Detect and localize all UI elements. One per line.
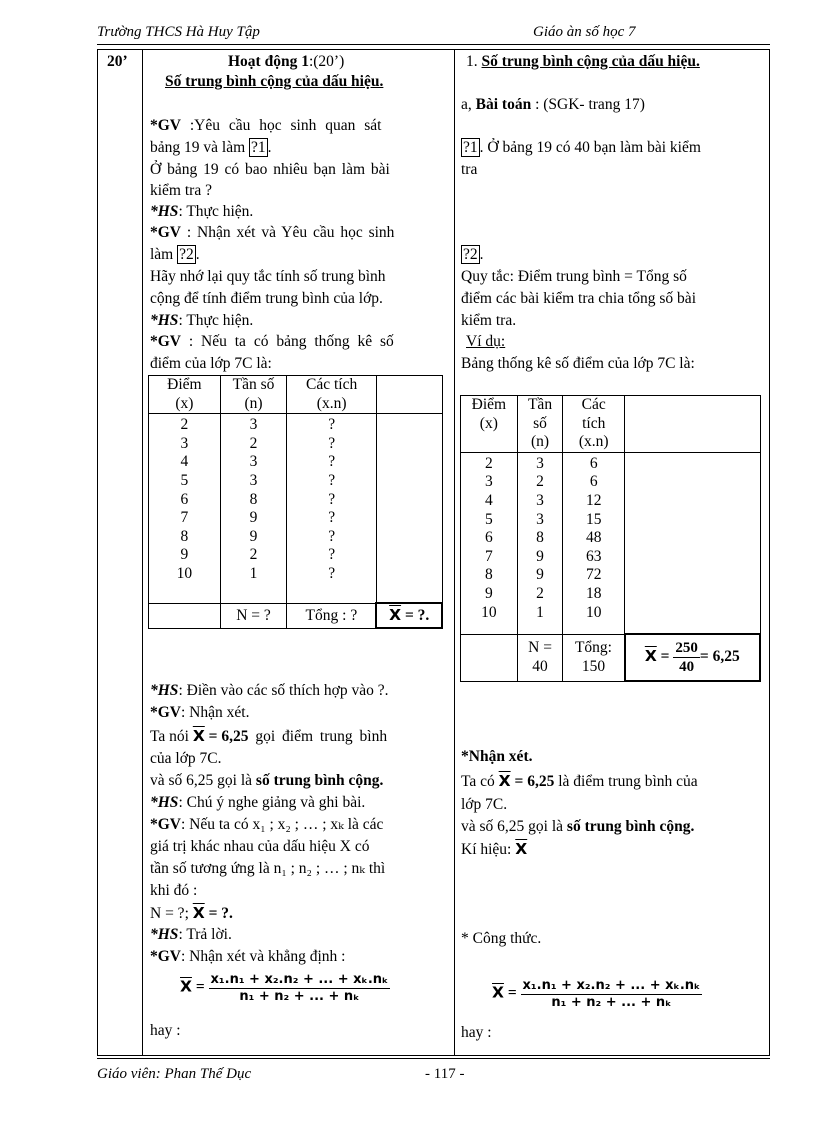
gv-line-5: *GV : Nếu ta có bảng thống kê số <box>150 333 394 350</box>
gv-line-8: *GV: Nếu ta có x₁ ; x₂ ; … ; xₖ là các <box>150 816 384 833</box>
right-frequency-table: Điểm (x) Tần số (n) Các tích (x.n) 2 3 4 5 6 7 8 9 10 3 2 3 3 8 9 9 2 1 6 6 12 15 48 63 72 18 10 N = 40 Tổng: 150 $\overline{X}$ = $\frac{250}{40}$ = 6,25 <box>460 395 761 682</box>
left-hay: hay : <box>150 1022 181 1039</box>
gv-line-7: *GV: Nhận xét. <box>150 704 250 721</box>
right-formula: $\overline{X}$ = $\frac{\text{x₁.n₁ + x₂.n₂ + ... + xₖ.nₖ}}{\text{n₁ + n₂ + ... + nₖ}}$ <box>492 978 701 1010</box>
remark-line-1: Ta có $\overline{X} = 6,25$ là điểm trung bình của <box>461 772 698 790</box>
formula-title: * Công thức. <box>461 930 542 947</box>
ask-line-2: kiểm tra ? <box>150 182 212 199</box>
formula-xbar: $\overline{X}$ <box>180 977 192 996</box>
column-divider-1 <box>142 49 143 1056</box>
hs-line-1: *HS: Thực hiện. <box>150 203 254 220</box>
ask-line-1: Ở bảng 19 có bao nhiêu bạn làm bài <box>150 161 390 178</box>
symbol-line: Kí hiệu: $\overline{X}$ <box>461 840 528 858</box>
say-line-3: và số 6,25 gọi là số trung bình cộng. <box>150 772 384 789</box>
header-doc: Giáo àn số học 7 <box>533 24 636 40</box>
gv-line-1: *GV :Yêu cầu học sinh quan sát <box>150 117 382 134</box>
header-school: Trường THCS Hà Huy Tập <box>97 24 260 40</box>
n-question: N = ?; $\overline{X}$ = ?. <box>150 904 233 922</box>
rule-line-2: cộng để tính điểm trung bình của lớp. <box>150 290 383 307</box>
q1-answer: ?1 . Ở bảng 19 có 40 bạn làm bài kiểm <box>463 139 701 156</box>
remark-line-3: và số 6,25 gọi là số trung bình cộng. <box>461 818 695 835</box>
gv-line-11: khi đó : <box>150 882 198 899</box>
gv-line-3: *GV : Nhận xét và Yêu cầu học sinh <box>150 224 395 241</box>
gv-line-10: tần số tương ứng là n₁ ; n₂ ; … ; nₖ thì <box>150 860 386 877</box>
gv-line-9: giá trị khác nhau của dấu hiệu X có <box>150 838 370 855</box>
header-rule <box>97 44 770 45</box>
say-line-2: của lớp 7C. <box>150 750 222 767</box>
column-divider-2 <box>454 49 455 1056</box>
remark-line-2: lớp 7C. <box>461 796 508 813</box>
gv-line-6: điểm của lớp 7C là: <box>150 355 272 372</box>
right-hay: hay : <box>461 1024 492 1041</box>
q1-answer-2: tra <box>461 161 478 178</box>
rule-right-1: Quy tắc: Điểm trung bình = Tổng số <box>461 268 687 285</box>
example-text: Bảng thống kê số điểm của lớp 7C là: <box>461 355 695 372</box>
time-cell: 20’ <box>107 53 128 70</box>
rule-right-2: điểm các bài kiểm tra chia tổng số bài <box>461 290 696 307</box>
gv-line-12: *GV: Nhận xét và khẳng định : <box>150 948 346 965</box>
footer-teacher: Giáo viên: Phan Thế Dục <box>97 1066 252 1082</box>
footer-rule <box>97 1058 770 1059</box>
hs-line-3: *HS: Điền vào các số thích hợp vào ?. <box>150 682 389 699</box>
activity-title: Hoạt động 1:(20’) <box>228 53 345 70</box>
q2-label: ?2 . <box>463 246 484 263</box>
remark-title: *Nhận xét. <box>461 748 533 765</box>
left-frequency-table: Điểm (x) Tần số (n) Các tích (x.n) 2 3 4 5 6 7 8 9 10 3 2 3 3 8 9 9 2 1 ? ? ? ? ? ? ? ? ? N = ? Tổng : ? $\overline{X}$ = ?. <box>148 375 443 629</box>
page-number: - 117 - <box>425 1066 465 1082</box>
rule-line-1: Hãy nhớ lại quy tắc tính số trung bình <box>150 268 386 285</box>
activity-subtitle: Số trung bình cộng của dấu hiệu. <box>165 73 384 90</box>
gv-line-2: bảng 19 và làm ?1 . <box>150 139 272 156</box>
problem-line: a, Bài toán : (SGK- trang 17) <box>461 96 645 113</box>
left-formula: $\overline{X}$ = $\frac{\text{x₁.n₁ + x₂.n₂ + ... + xₖ.nₖ}}{\text{n₁ + n₂ + ... + nₖ}}$ <box>180 972 389 1004</box>
right-heading: 1. Số trung bình cộng của dấu hiệu. <box>466 53 700 70</box>
hs-line-4: *HS: Chú ý nghe giảng và ghi bài. <box>150 794 366 811</box>
example-label: Ví dụ: <box>466 333 506 350</box>
x-value: 2 <box>180 416 189 434</box>
say-line-1: Ta nói $\overline{X} = 6,25$ gọi điểm trung bình <box>150 727 388 745</box>
hs-line-2: *HS: Thực hiện. <box>150 312 254 329</box>
hs-line-5: *HS: Trả lời. <box>150 926 232 943</box>
gv-line-4: làm ?2 . <box>150 246 200 263</box>
rule-right-3: kiểm tra. <box>461 312 517 329</box>
